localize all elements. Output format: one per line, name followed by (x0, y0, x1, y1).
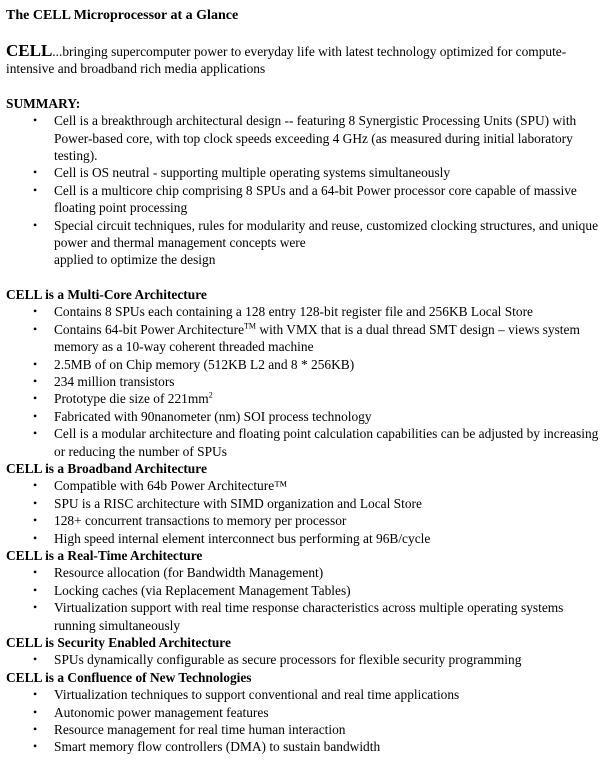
bullet-icon: • (33, 165, 38, 180)
bullet-icon: • (33, 373, 38, 388)
bullet-icon: • (33, 513, 38, 528)
bullet-icon: • (33, 739, 38, 754)
bullet-icon: • (33, 687, 38, 702)
multicore-heading: CELL is a Multi-Core Architecture (6, 286, 207, 302)
list-item: • Autonomic power management features (33, 704, 269, 720)
bullet-icon: • (33, 530, 38, 545)
list-item: • Cell is OS neutral - supporting multiple operating systems simultaneously (33, 165, 451, 181)
document-title: The CELL Microprocessor at a Glance (6, 8, 239, 23)
list-item: • Prototype die size of $221mm^2$ (33, 390, 213, 407)
intro-text: ...bringing supercomputer power to everyday life with latest technology optimized for compute-intensive and broadband rich media applications (6, 44, 567, 77)
list-item: • Smart memory flow controllers (DMA) to sustain bandwidth (33, 739, 381, 755)
bullet-icon: • (33, 652, 38, 667)
list-item: • Resource allocation (for Bandwidth Management) (33, 565, 324, 581)
list-item: • Fabricated with 90nanometer (nm) SOI process technology (33, 408, 372, 424)
security-list (6, 651, 599, 668)
bullet-icon: • (33, 113, 38, 128)
bullet-icon: • (33, 408, 38, 423)
bullet-icon: • (33, 565, 38, 580)
list-item: • Virtualization support with real time response characteristics across multiple operating systems running simultaneously (33, 600, 564, 633)
realtime-heading: CELL is a Real-Time Architecture (6, 547, 203, 563)
list-item: • Special circuit techniques, rules for modularity and reuse, customized clocking structures, and unique power and thermal management concepts were applied to optimize the design (33, 217, 599, 268)
bullet-icon: • (33, 391, 38, 406)
intro-paragraph (6, 42, 599, 78)
realtime-list (6, 564, 599, 634)
list-item: • 2.5MB of on Chip memory (512KB L2 and 8 * 256KB) (33, 356, 355, 372)
list-item: • Compatible with 64b Power Architecture™ (33, 478, 288, 494)
trademark-mark: TM (244, 321, 257, 331)
summary-heading: SUMMARY: (6, 95, 81, 111)
bullet-icon: • (33, 217, 38, 232)
list-item: • Contains 8 SPUs each containing a 128 entry 128-bit register file and 256KB Local Store (33, 304, 533, 320)
bullet-icon: • (33, 495, 38, 510)
bullet-icon: • (33, 722, 38, 737)
security-heading: CELL is Security Enabled Architecture (6, 635, 231, 650)
list-item: • Cell is a modular architecture and floating point calculation capabilities can be adjusted by increasing or reducing the number of SPUs (33, 426, 599, 459)
superscript-two: 2 (208, 390, 213, 400)
list-item: • Cell is a breakthrough architectural design -- featuring 8 Synergistic Processing Units (SPU) with Power-based core, with top clock speeds exceeding 4 GHz (as measured during initial laboratory testing). (33, 113, 577, 164)
bullet-icon: • (33, 356, 38, 371)
bullet-icon: • (33, 582, 38, 597)
summary-list (6, 112, 599, 269)
list-item: • High speed internal element interconnect bus performing at 96B/cycle (33, 530, 431, 546)
multicore-list (6, 303, 599, 460)
bullet-icon: • (33, 321, 38, 336)
bullet-icon: • (33, 704, 38, 719)
list-item: • Contains 64-bit Power Architecture™ with VMX that is a dual thread SMT design – views system memory as a 10-way coherent threaded machine (33, 321, 580, 355)
list-item: • Virtualization techniques to support conventional and real time applications (33, 687, 460, 703)
list-item: • Cell is a multicore chip comprising 8 SPUs and a 64-bit Power processor core capable of massive floating point processing (33, 182, 577, 216)
broadband-list (6, 477, 599, 547)
confluence-heading: CELL is a Confluence of New Technologies (6, 669, 252, 685)
broadband-heading: CELL is a Broadband Architecture (6, 460, 207, 476)
bullet-icon: • (33, 426, 38, 441)
list-item: • Resource management for real time human interaction (33, 722, 346, 738)
confluence-list (6, 686, 599, 756)
list-item: • SPUs dynamically configurable as secure processors for flexible security programming (33, 652, 522, 668)
list-item: • Locking caches (via Replacement Management Tables) (33, 582, 351, 598)
intro-brand: CELL (6, 41, 53, 60)
bullet-icon: • (33, 182, 38, 197)
bullet-icon: • (33, 478, 38, 493)
list-item: • 234 million transistors (33, 373, 175, 389)
list-item: • SPU is a RISC architecture with SIMD organization and Local Store (33, 495, 422, 511)
bullet-icon: • (33, 304, 38, 319)
bullet-icon: • (33, 600, 38, 615)
list-item: • 128+ concurrent transactions to memory per processor (33, 513, 347, 529)
